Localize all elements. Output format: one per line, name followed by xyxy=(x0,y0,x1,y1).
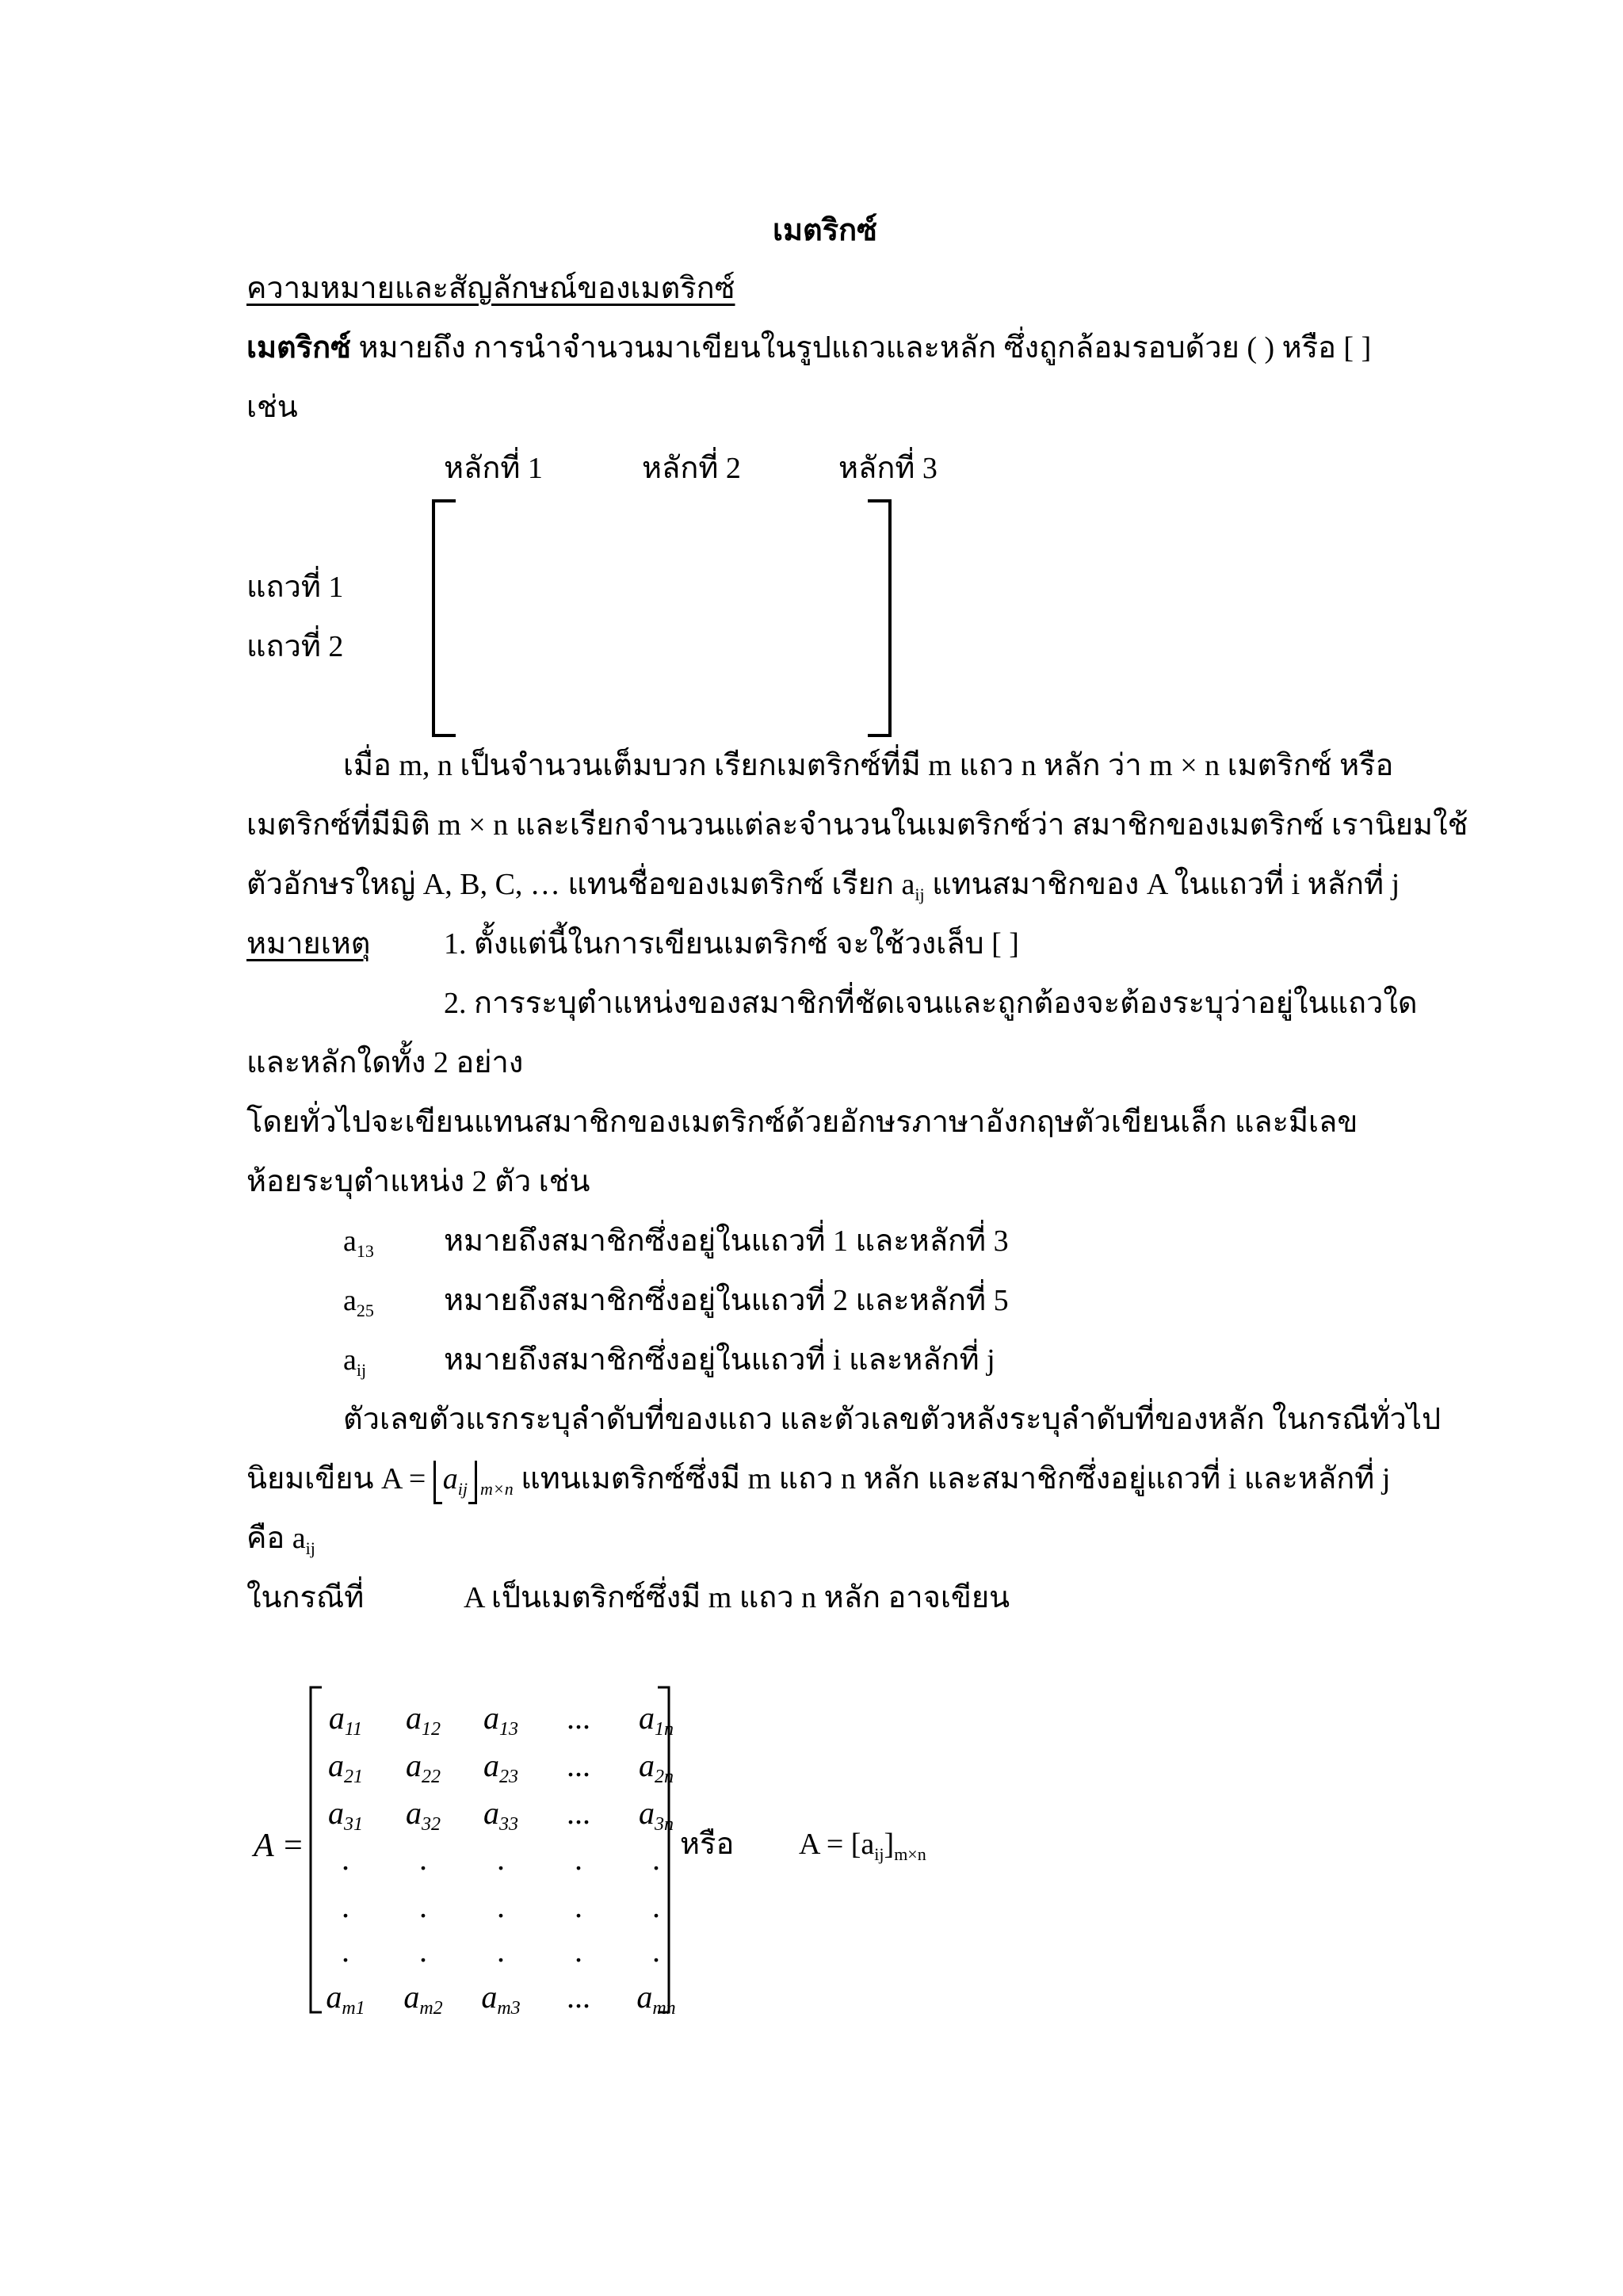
matrix-cell-3-2: $a_{32}$ xyxy=(406,1795,441,1835)
general-line-1: โดยทั่วไปจะเขียนแทนสมาชิกของเมตริกซ์ด้วยอักษรภาษาอังกฤษตัวเขียนเล็ก และมีเลข xyxy=(246,1106,1358,1139)
matrix-cell-3-4: ... xyxy=(567,1795,590,1831)
definition-line xyxy=(246,333,1371,363)
matrix-cell-3-1: $a_{31}$ xyxy=(328,1795,363,1835)
matrix-cell-4-1: . xyxy=(342,1841,349,1877)
row-label-1: แถวที่ 1 xyxy=(246,571,344,604)
paragraph-sub-ij: ij xyxy=(915,884,925,904)
matrix-cell-6-5: . xyxy=(652,1933,660,1969)
matrix-cell-4-3: . xyxy=(497,1841,505,1877)
matrix-cell-7-3: $a_{m3}$ xyxy=(481,1979,521,2019)
matrix-cell-2-1: $a_{21}$ xyxy=(328,1748,363,1787)
matrix-cell-6-3: . xyxy=(497,1933,505,1969)
matrix-cell-6-2: . xyxy=(419,1933,427,1969)
note-item-2: 2. การระบุตำแหน่งของสมาชิกที่ชัดเจนและถูกต้องจะต้องระบุว่าอยู่ในแถวใด xyxy=(444,987,1418,1020)
definition-term: เมตริกซ์ xyxy=(246,331,351,365)
example-text-2: หมายถึงสมาชิกซึ่งอยู่ในแถวที่ 2 และหลักที่ 5 xyxy=(444,1284,1009,1317)
matrix-cell-1-1: $a_{11}$ xyxy=(328,1700,363,1740)
matrix-cell-2-2: $a_{22}$ xyxy=(406,1748,441,1787)
row-label-2: แถวที่ 2 xyxy=(246,630,344,663)
note-item-2-cont: และหลักใดทั้ง 2 อย่าง xyxy=(246,1046,524,1079)
matrix-cell-1-3: $a_{13}$ xyxy=(483,1700,518,1740)
case-label: ในกรณีที่ xyxy=(246,1581,365,1614)
matrix-cell-1-5: $a_{1n}$ xyxy=(639,1700,674,1740)
matrix-cell-5-5: . xyxy=(652,1889,660,1924)
definition-text: หมายถึง การนำจำนวนมาเขียนในรูปแถวและหลัก ซึ่งถูกล้อมรอบด้วย ( ) หรือ [ ] xyxy=(350,331,1372,365)
example-word: เช่น xyxy=(246,391,298,424)
matrix-cell-6-1: . xyxy=(342,1933,349,1969)
matrix-cell-7-4: ... xyxy=(567,1979,590,2015)
column-label-1: หลักที่ 1 xyxy=(444,452,543,485)
diagram-bracket xyxy=(424,498,899,740)
matrix-cell-4-4: . xyxy=(575,1841,582,1877)
note-label: หมายเหตุ xyxy=(246,927,371,961)
matrix-cell-1-4: ... xyxy=(567,1700,590,1736)
example-text-1: หมายถึงสมาชิกซึ่งอยู่ในแถวที่ 1 และหลักที่ 3 xyxy=(444,1224,1009,1258)
example-symbol-1: $a_{13}$ xyxy=(343,1224,374,1261)
paragraph-line-2: เมตริกซ์ที่มีมิติ m × n และเรียกจำนวนแต่ละจำนวนในเมตริกซ์ว่า สมาชิกของเมตริกซ์ เรานิยมใช้ xyxy=(246,808,1468,842)
column-label-2: หลักที่ 2 xyxy=(642,452,741,485)
matrix-cell-2-4: ... xyxy=(567,1748,590,1783)
example-symbol-3: $a_{ij}$ xyxy=(343,1343,367,1380)
column-label-3: หลักที่ 3 xyxy=(838,452,938,485)
matrix-cell-6-4: . xyxy=(575,1933,582,1969)
paragraph-line-3a: ตัวอักษรใหญ่ A, B, C, … แทนชื่อของเมตริกซ์ เรียก a xyxy=(246,868,915,901)
matrix-cell-7-1: $a_{m1}$ xyxy=(326,1979,365,2019)
matrix-cell-7-2: $a_{m2}$ xyxy=(403,1979,443,2019)
example-symbol-2: $a_{25}$ xyxy=(343,1284,374,1320)
matrix-cell-5-1: . xyxy=(342,1889,349,1924)
paragraph-line-3b: แทนสมาชิกของ A ในแถวที่ i หลักที่ j xyxy=(924,868,1400,901)
matrix-cell-4-2: . xyxy=(419,1841,427,1877)
case-text: A เป็นเมตริกซ์ซึ่งมี m แถว n หลัก อาจเขียน xyxy=(464,1581,1010,1614)
matrix-cell-2-5: $a_{2n}$ xyxy=(639,1748,674,1787)
matrix-lhs: A = xyxy=(254,1828,304,1864)
general-line-2: ห้อยระบุตำแหน่ง 2 ตัว เช่น xyxy=(246,1165,590,1198)
compact-notation: $A = [a_{ij}]_{m\times n}$ xyxy=(799,1828,926,1864)
matrix-cell-3-5: $a_{3n}$ xyxy=(639,1795,674,1835)
matrix-cell-4-5: . xyxy=(652,1841,660,1877)
explain-line-2: นิยมเขียน A = $a_{ij}$ $_{m\times n}$ แทนเมตริกซ์ซึ่งมี m แถว n หลัก และสมาชิกซึ่งอยู่แถวที่ i และหลักที่ j xyxy=(246,1464,1390,1498)
matrix-cell-3-3: $a_{33}$ xyxy=(483,1795,518,1835)
matrix-cell-5-3: . xyxy=(497,1889,505,1924)
floor-bracket: $a_{ij}$ xyxy=(433,1464,477,1498)
matrix-cell-7-5: $a_{mn}$ xyxy=(636,1979,676,2019)
matrix-cell-5-4: . xyxy=(575,1889,582,1924)
explain-line-1: ตัวเลขตัวแรกระบุลำดับที่ของแถว และตัวเลขตัวหลังระบุลำดับที่ของหลัก ในกรณีทั่วไป xyxy=(343,1403,1442,1436)
matrix-cell-1-2: $a_{12}$ xyxy=(406,1700,441,1740)
note-item-1: 1. ตั้งแต่นี้ในการเขียนเมตริกซ์ จะใช้วงเล็บ [ ] xyxy=(444,927,1019,961)
paragraph-line-3 xyxy=(246,869,1400,904)
example-text-3: หมายถึงสมาชิกซึ่งอยู่ในแถวที่ i และหลักที่ j xyxy=(444,1343,995,1377)
or-word: หรือ xyxy=(680,1828,735,1861)
section-heading: ความหมายและสัญลักษณ์ของเมตริกซ์ xyxy=(246,272,735,305)
matrix-cell-5-2: . xyxy=(419,1889,427,1924)
explain-line-3: คือ $a_{ij}$ xyxy=(246,1522,315,1558)
page-title: เมตริกซ์ xyxy=(773,214,877,247)
paragraph-line-1: เมื่อ m, n เป็นจำนวนเต็มบวก เรียกเมตริกซ์ที่มี m แถว n หลัก ว่า m × n เมตริกซ์ หรือ xyxy=(343,749,1394,782)
matrix-cell-2-3: $a_{23}$ xyxy=(483,1748,518,1787)
